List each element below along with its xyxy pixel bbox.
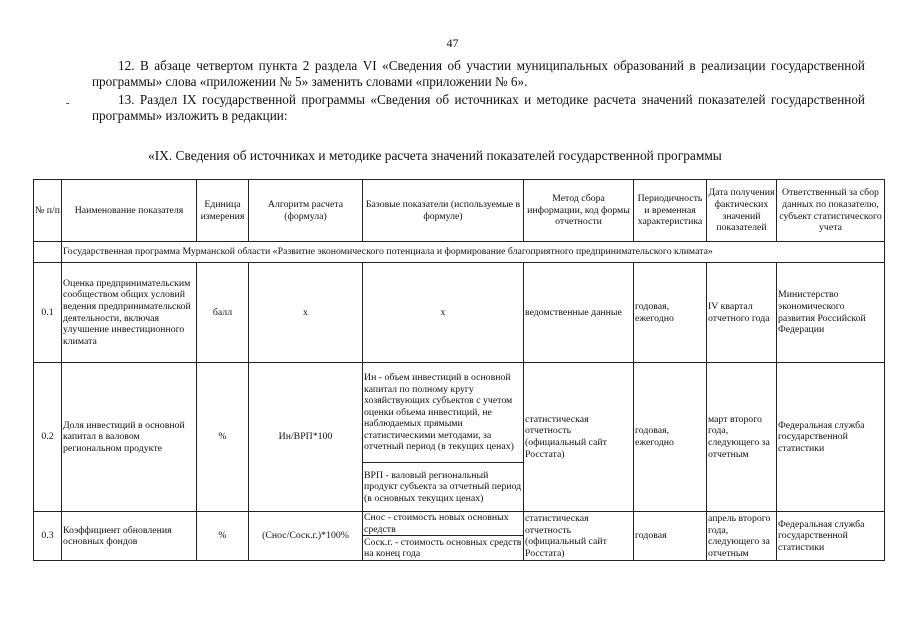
paragraph-12: 12. В абзаце четвертом пункта 2 раздела VI «Сведения об участии муниципальных образований в реализации государственной программы» слова «приложении № 5» заменить словами «приложении № 6».	[92, 58, 865, 89]
row-num: 0.2	[34, 363, 62, 512]
row-base: Соск.г. - стоимость основных средств на конец года	[363, 536, 524, 561]
header-name: Наименование показателя	[62, 180, 197, 242]
margin-mark: -	[66, 98, 70, 109]
row-date: апрель второго года, следующего за отчетным	[707, 512, 777, 561]
row-base: Снос - стоимость новых основных средств	[363, 512, 524, 536]
row-responsible: Федеральная служба государственной статистики	[777, 512, 885, 561]
table-row	[34, 363, 885, 463]
row-base: х	[363, 263, 524, 363]
row-num: 0.3	[34, 512, 62, 561]
indicators-table	[33, 179, 885, 561]
row-period: годовая, ежегодно	[634, 363, 707, 512]
header-period: Периодичность и временная характеристика	[634, 180, 707, 242]
row-responsible: Федеральная служба государственной статистики	[777, 363, 885, 512]
row-name: Доля инвестиций в основной капитал в валовом региональном продукте	[62, 363, 197, 512]
header-formula: Алгоритм расчета (формула)	[249, 180, 363, 242]
row-responsible: Министерство экономического развития Российской Федерации	[777, 263, 885, 363]
table-row	[34, 263, 885, 363]
row-method: ведомственные данные	[524, 263, 634, 363]
header-num: № п/п	[34, 180, 62, 242]
row-period: годовая	[634, 512, 707, 561]
row-formula: (Снос/Соск.г.)*100%	[249, 512, 363, 561]
program-row-num	[34, 242, 62, 263]
row-unit: балл	[197, 263, 249, 363]
table-row	[34, 512, 885, 536]
header-date: Дата получения фактических значений показателей	[707, 180, 777, 242]
row-name: Оценка предпринимательским сообществом общих условий ведения предпринимательской деятельности, включая улучшение инвестиционного климата	[62, 263, 197, 363]
row-period: годовая, ежегодно	[634, 263, 707, 363]
row-formula: Ин/ВРП*100	[249, 363, 363, 512]
header-method: Метод сбора информации, код формы отчетности	[524, 180, 634, 242]
section-heading: «IX. Сведения об источниках и методике расчета значений показателей государственной программы	[148, 148, 722, 163]
row-unit: %	[197, 363, 249, 512]
row-unit: %	[197, 512, 249, 561]
row-date: IV квартал отчетного года	[707, 263, 777, 363]
program-row	[34, 242, 885, 263]
row-method: статистическая отчетность (официальный сайт Росстата)	[524, 363, 634, 512]
program-row-title: Государственная программа Мурманской области «Развитие экономического потенциала и формирование благоприятного предпринимательского климата»	[62, 242, 885, 263]
row-base: Ин - объем инвестиций в основной капитал по полному кругу хозяйствующих субъектов с учетом оценки объема инвестиций, не наблюдаемых прямыми статистическими методами, за отчетный период (в текущих ценах)	[363, 363, 524, 463]
header-base: Базовые показатели (используемые в формуле)	[363, 180, 524, 242]
row-base: ВРП - валовый региональный продукт субъекта за отчетный период (в основных текущих ценах)	[363, 463, 524, 512]
table-header-row	[34, 180, 885, 242]
row-method: статистическая отчетность (официальный сайт Росстата)	[524, 512, 634, 561]
row-name: Коэффициент обновления основных фондов	[62, 512, 197, 561]
row-formula: х	[249, 263, 363, 363]
paragraph-13: 13. Раздел IX государственной программы «Сведения об источниках и методике расчета значений показателей государственной программы» изложить в редакции:	[92, 92, 865, 123]
header-unit: Единица измерения	[197, 180, 249, 242]
page-number: 47	[446, 36, 459, 50]
row-date: март второго года, следующего за отчетным	[707, 363, 777, 512]
row-num: 0.1	[34, 263, 62, 363]
header-responsible: Ответственный за сбор данных по показателю, субъект статистического учета	[777, 180, 885, 242]
